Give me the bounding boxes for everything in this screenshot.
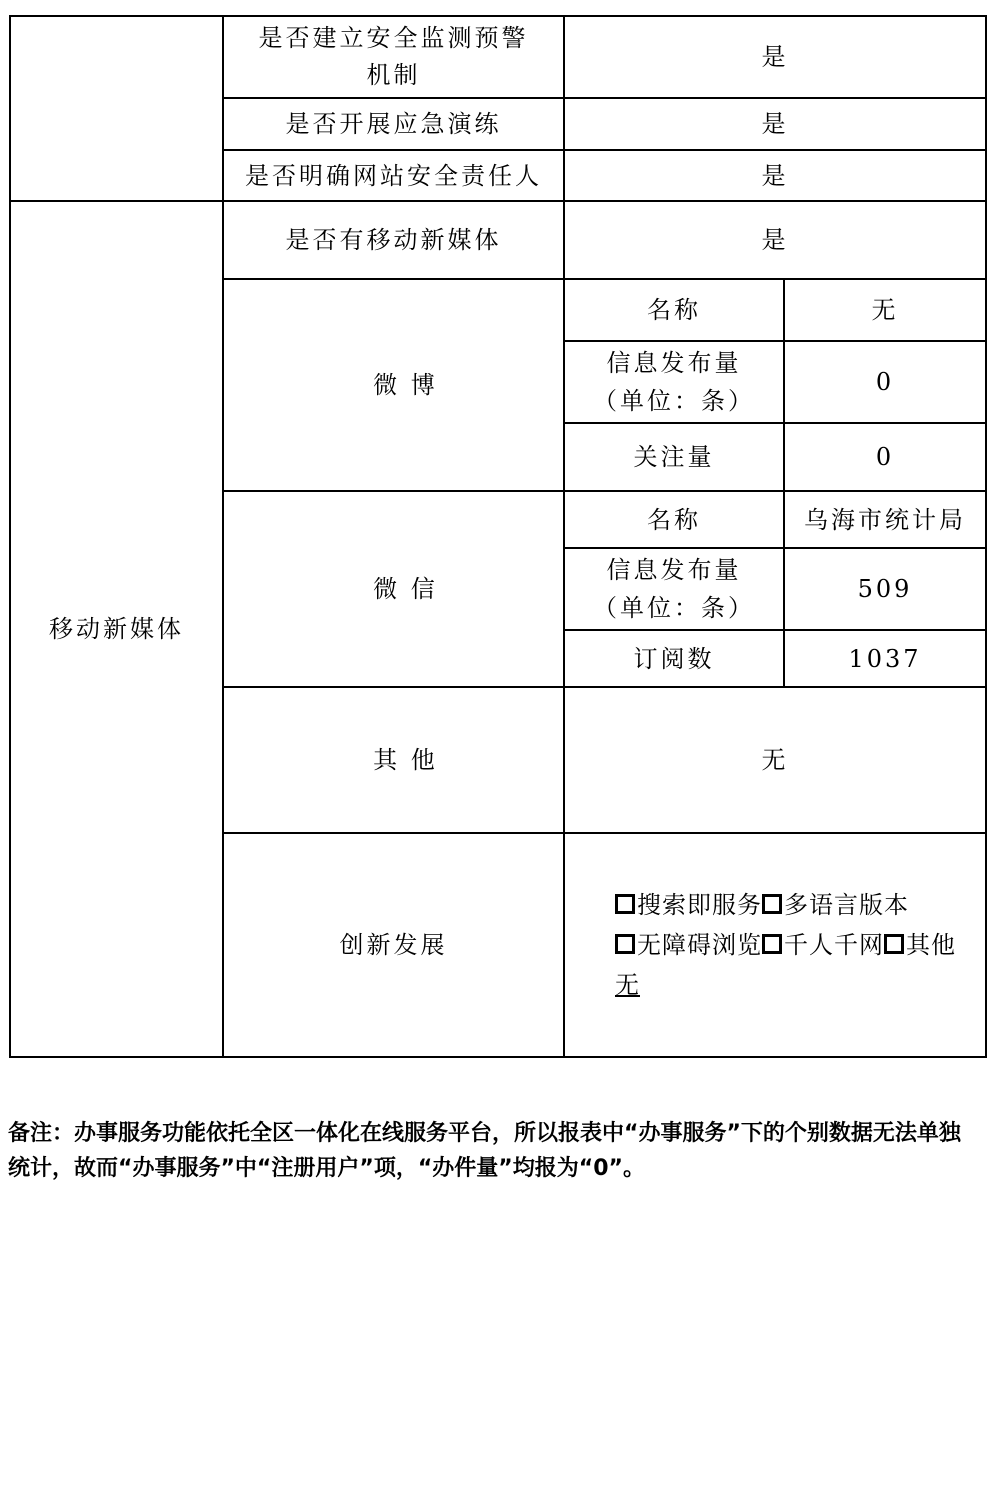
other-value: 无 xyxy=(564,687,986,833)
label-line: （单位：条） xyxy=(593,387,755,415)
row-value: 是 xyxy=(564,150,986,201)
label-line: 信息发布量 xyxy=(606,556,742,584)
checkbox-icon[interactable] xyxy=(762,934,782,954)
innovation-section-label: 创新发展 xyxy=(223,833,564,1057)
wechat-name-value: 乌海市统计局 xyxy=(784,491,986,548)
option-label: 千人千网 xyxy=(784,931,884,959)
innovation-options xyxy=(564,833,986,1057)
weibo-follow-value: 0 xyxy=(784,423,986,491)
row-label: 是否明确网站安全责任人 xyxy=(223,150,564,201)
row-label: 是否开展应急演练 xyxy=(223,98,564,150)
row-value: 是 xyxy=(564,201,986,279)
wechat-subscribe-label: 订阅数 xyxy=(564,630,784,687)
weibo-name-value: 无 xyxy=(784,279,986,341)
option-search-service xyxy=(615,891,762,919)
checkbox-icon[interactable] xyxy=(615,894,635,914)
option-label: 搜索即服务 xyxy=(637,891,762,919)
row-label: 是否有移动新媒体 xyxy=(223,201,564,279)
weibo-publish-label xyxy=(564,341,784,423)
security-section-cell xyxy=(10,16,223,201)
option-label: 多语言版本 xyxy=(784,891,909,919)
row-value: 是 xyxy=(564,98,986,150)
row-label: 是否建立安全监测预警机制 xyxy=(223,16,564,98)
wechat-subscribe-value: 1037 xyxy=(784,630,986,687)
label-line: （单位：条） xyxy=(593,594,755,622)
wechat-label: 微 信 xyxy=(223,491,564,687)
option-personalized xyxy=(762,931,884,959)
mobile-media-section-label: 移动新媒体 xyxy=(10,201,223,1057)
label-line: 信息发布量 xyxy=(606,349,742,377)
table-row xyxy=(10,201,986,279)
weibo-name-label: 名称 xyxy=(564,279,784,341)
option-multilingual xyxy=(762,891,909,919)
wechat-publish-label xyxy=(564,548,784,630)
footnote: 备注：办事服务功能依托全区一体化在线服务平台，所以报表中“办事服务”下的个别数据无法单独统计，故而“办事服务”中“注册用户”项，“办件量”均报为“0”。 xyxy=(8,1121,961,1181)
wechat-name-label: 名称 xyxy=(564,491,784,548)
weibo-publish-value: 0 xyxy=(784,341,986,423)
checkbox-icon[interactable] xyxy=(615,934,635,954)
checkbox-icon[interactable] xyxy=(884,934,904,954)
wechat-publish-value: 509 xyxy=(784,548,986,630)
option-accessibility xyxy=(615,931,762,959)
weibo-follow-label: 关注量 xyxy=(564,423,784,491)
other-label: 其 他 xyxy=(223,687,564,833)
checkbox-icon[interactable] xyxy=(762,894,782,914)
weibo-label: 微 博 xyxy=(223,279,564,491)
option-other xyxy=(884,931,956,959)
option-label: 其他 xyxy=(906,931,956,959)
option-label: 无障碍浏览 xyxy=(637,931,762,959)
other-input-value: 无 xyxy=(615,971,640,999)
table-row xyxy=(10,16,986,98)
row-value: 是 xyxy=(564,16,986,98)
report-table xyxy=(9,15,987,1058)
